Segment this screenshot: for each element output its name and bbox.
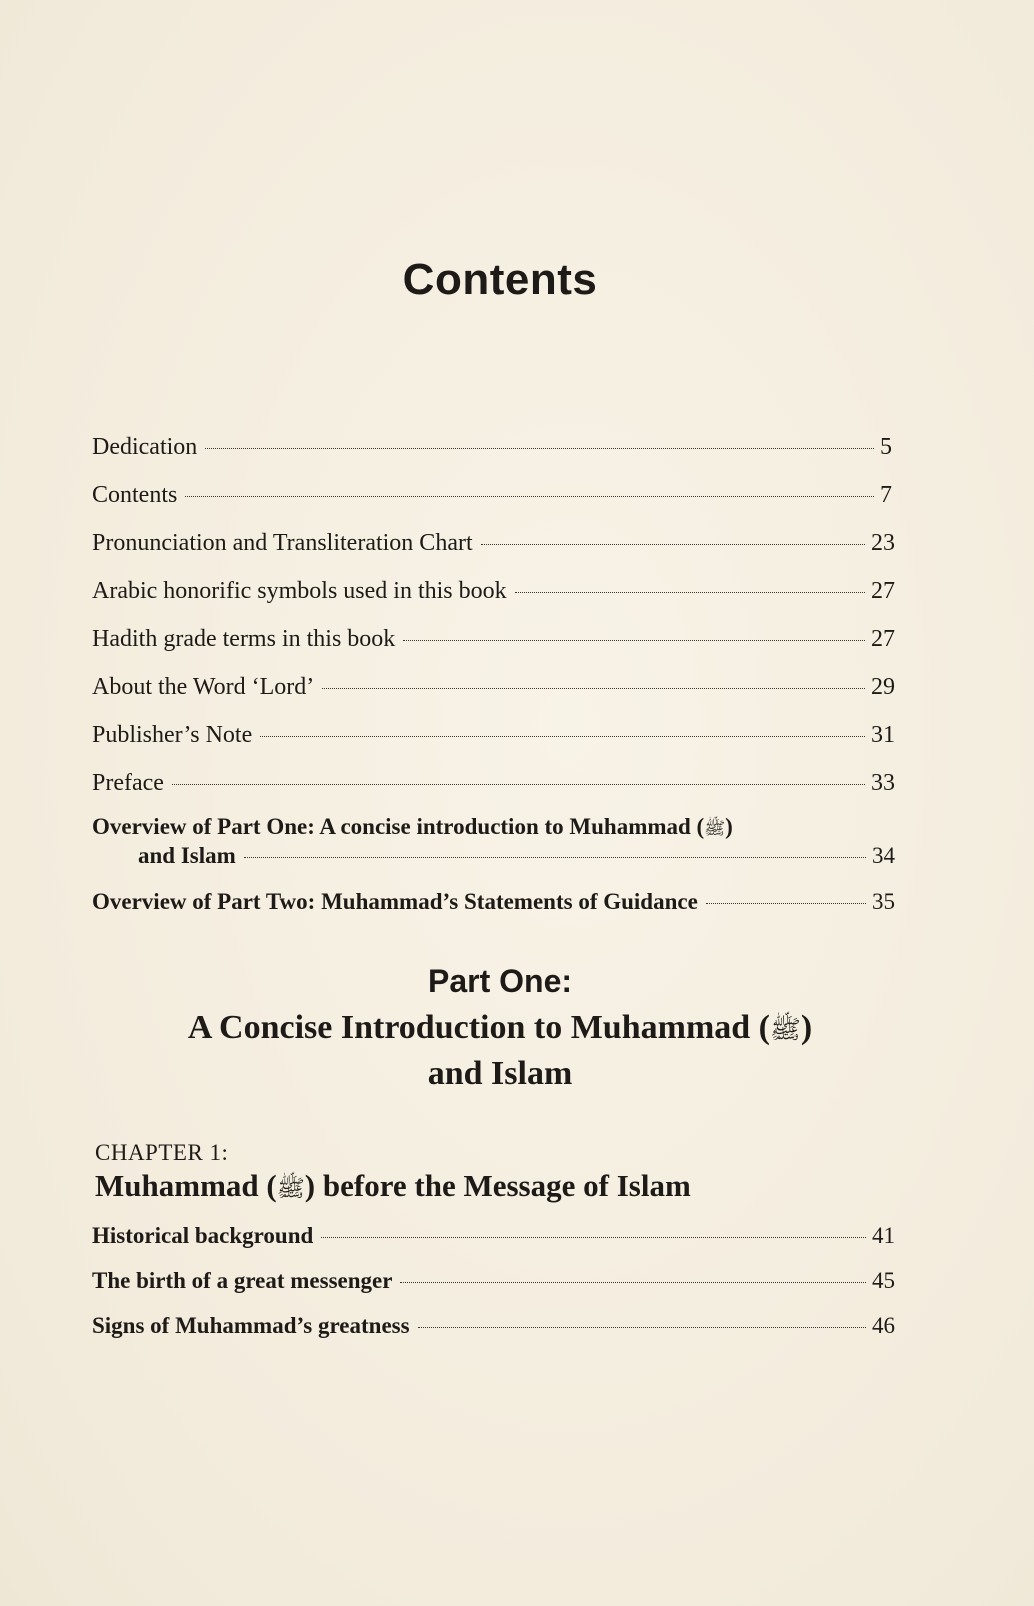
toc-entry-label: Arabic honorific symbols used in this book [92,578,507,604]
toc-entry-label: The birth of a great messenger [92,1268,393,1293]
toc-entry-page: 27 [871,626,895,652]
toc-entry-overview-one-line2 [138,842,895,870]
toc-entry-page: 33 [871,770,895,796]
toc-entry-label: Overview of Part Two: Muhammad’s Statements of Guidance [92,889,698,914]
toc-entry-page: 5 [880,434,892,460]
toc-entry-label: Signs of Muhammad’s greatness [92,1313,410,1338]
toc-entry-page: 29 [871,674,895,700]
page-title: Contents [402,255,598,304]
leader-dots [205,448,874,449]
toc-entry [92,1312,895,1340]
toc-entry-overview-two [92,888,895,916]
leader-dots [321,1237,866,1238]
toc-entry [92,673,895,701]
toc-entry-label: About the Word ‘Lord’ [92,674,315,700]
toc-entry [92,577,895,605]
toc-entry-label: and Islam [138,843,236,868]
toc-entry-page: 46 [872,1313,895,1338]
toc-entry-label: Historical background [92,1223,314,1248]
part-label: Part One: [427,963,573,999]
toc-entry-label: Pronunciation and Transliteration Chart [92,530,473,556]
toc-entry-label: Hadith grade terms in this book [92,626,396,652]
leader-dots [322,688,865,689]
toc-entry [92,433,892,461]
toc-entry [92,769,895,797]
leader-dots [260,736,865,737]
honorific-seal-icon: ﷺ [276,1176,305,1202]
toc-entry-page: 41 [872,1223,895,1248]
toc-entry [92,481,892,509]
toc-entry-label: Dedication [92,434,198,460]
toc-entry-page: 23 [871,530,895,556]
toc-entry-page: 35 [872,889,895,914]
chapter-label: CHAPTER 1: [95,1140,229,1165]
toc-entry-page: 7 [880,482,892,508]
toc-entry [92,529,895,557]
part-title-line2: and Islam [427,1055,573,1092]
toc-entry-overview-one-line1: Overview of Part One: A concise introduction to Muhammad (ﷺ) [92,814,733,839]
toc-entry-page: 45 [872,1268,895,1293]
toc-entry-page: 27 [871,578,895,604]
leader-dots [403,640,865,641]
honorific-seal-icon: ﷺ [770,1015,801,1044]
part-one-heading [0,963,1000,1000]
toc-entry-page: 31 [871,722,895,748]
part-one-title [0,1006,1000,1096]
leader-dots [172,784,865,785]
part-title-line1: A Concise Introduction to Muhammad (ﷺ) [187,1009,813,1046]
chapter-title: Muhammad (ﷺ) before the Message of Islam [95,1168,691,1203]
leader-dots [515,592,865,593]
toc-entry-page: 34 [872,843,895,868]
toc-entry [92,625,895,653]
toc-entry [92,721,895,749]
leader-dots [185,496,874,497]
toc-entry-label: Preface [92,770,164,796]
toc-entry-label: Publisher’s Note [92,722,253,748]
toc-entry [92,1222,895,1250]
leader-dots [706,903,866,904]
honorific-seal-icon: ﷺ [704,819,726,838]
leader-dots [400,1282,866,1283]
leader-dots [418,1327,866,1328]
toc-entry [92,1267,895,1295]
toc-entry-label: Contents [92,482,178,508]
leader-dots [244,857,866,858]
leader-dots [481,544,865,545]
